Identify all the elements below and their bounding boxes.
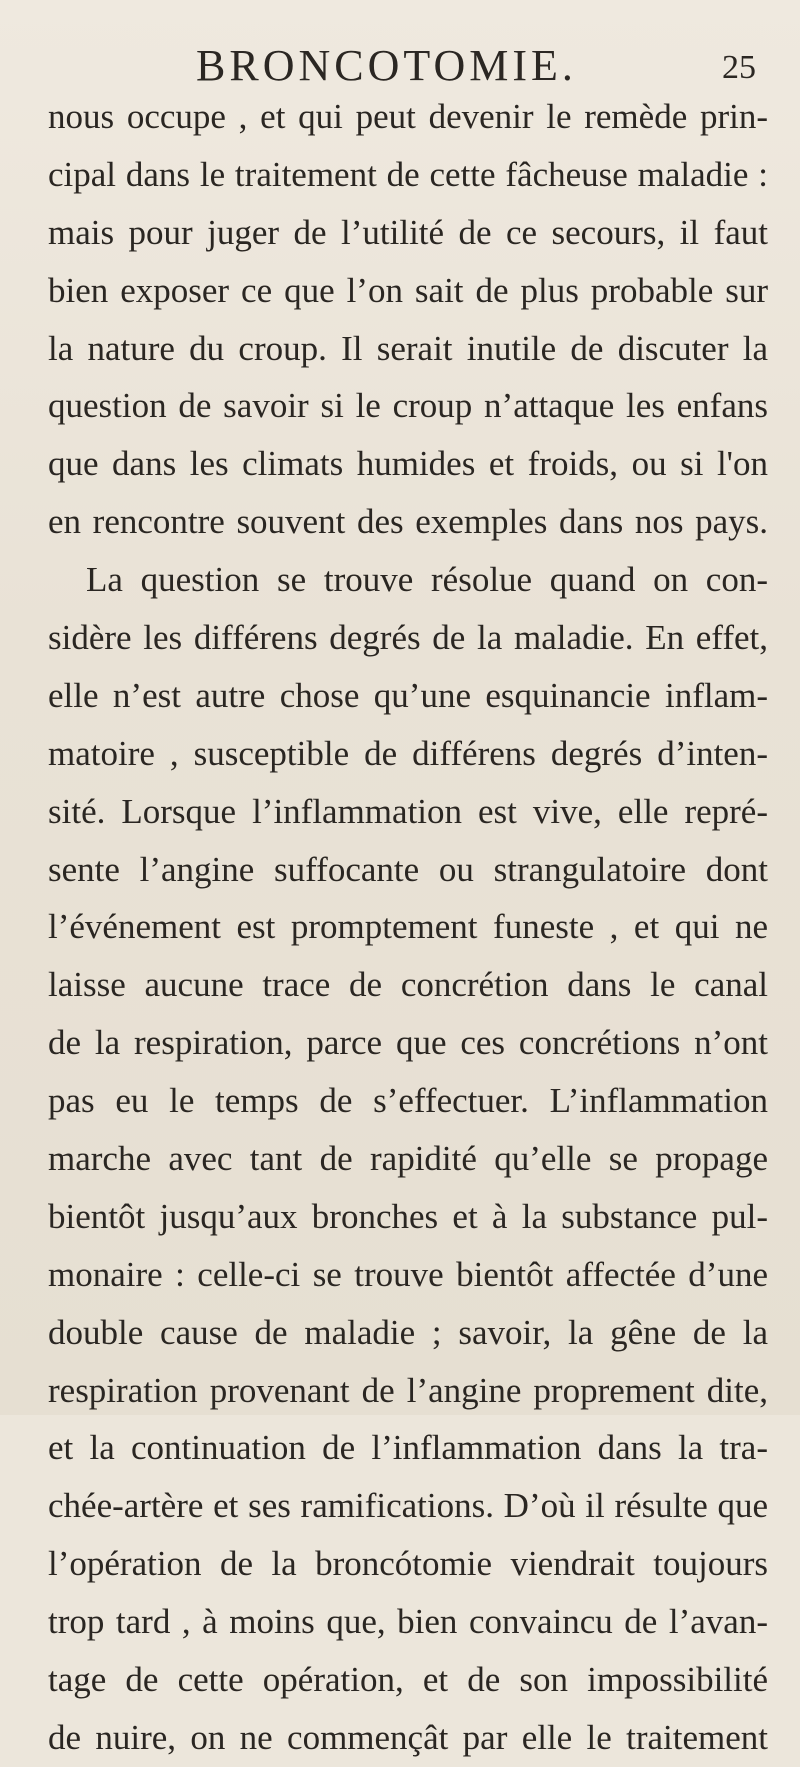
text-line: elle n’est autre chose qu’une esquinancie inflam- [48, 675, 768, 715]
text-line: cipal dans le traitement de cette fâcheuse maladie : [48, 154, 768, 194]
text-line: tage de cette opération, et de son impossibilité [48, 1660, 768, 1700]
text-line: marche avec tant de rapidité qu’elle se propage [48, 1139, 768, 1179]
text-line: matoire , susceptible de différens degrés d’inten- [48, 733, 768, 773]
page-number: 25 [722, 49, 756, 86]
text-line: nous occupe , et qui peut devenir le remède prin- [48, 97, 768, 136]
text-line: mais pour juger de l’utilité de ce secours, il faut [48, 212, 768, 252]
text-line: de nuire, on ne commençât par elle le traitement [48, 1717, 768, 1757]
text-line: sidère les différens degrés de la maladie. En effet, [48, 618, 768, 658]
text-line: en rencontre souvent des exemples dans nos pays. [48, 502, 768, 542]
text-line: l’opération de la broncótomie viendrait toujours [48, 1544, 768, 1584]
text-line: la nature du croup. Il serait inutile de discuter la [48, 328, 768, 368]
text-line: monaire : celle-ci se trouve bientôt affectée d’une [48, 1254, 768, 1294]
text-line: bien exposer ce que l’on sait de plus probable sur [48, 270, 768, 310]
text-line: laisse aucune trace de concrétion dans le canal [48, 965, 768, 1005]
text-line: double cause de maladie ; savoir, la gêne de la [48, 1312, 768, 1352]
text-line: trop tard , à moins que, bien convaincu de l’avan- [48, 1602, 768, 1642]
text-line: que dans les climats humides et froids, ou si l'on [48, 444, 768, 484]
body-text [48, 88, 768, 1767]
running-head [0, 38, 800, 94]
text-line: respiration provenant de l’angine proprement dite, [48, 1370, 768, 1410]
text-line: question de savoir si le croup n’attaque les enfans [48, 386, 768, 426]
text-line: bientôt jusqu’aux bronches et à la substance pul- [48, 1196, 768, 1236]
text-line: chée-artère et ses ramifications. D’où il résulte que [48, 1486, 768, 1526]
text-line: sente l’angine suffocante ou strangulatoire dont [48, 849, 768, 889]
text-line: de la respiration, parce que ces concrétions n’ont [48, 1023, 768, 1063]
text-line: et la continuation de l’inflammation dans la tra- [48, 1428, 768, 1468]
text-line: pas eu le temps de s’effectuer. L’inflammation [48, 1081, 768, 1121]
running-title: BRONCOTOMIE. [196, 41, 577, 90]
text-line: l’événement est promptement funeste , et qui ne [48, 907, 768, 947]
paragraph-first-line: La question se trouve résolue quand on con- [86, 560, 768, 600]
text-line: sité. Lorsque l’inflammation est vive, elle repré- [48, 791, 768, 831]
